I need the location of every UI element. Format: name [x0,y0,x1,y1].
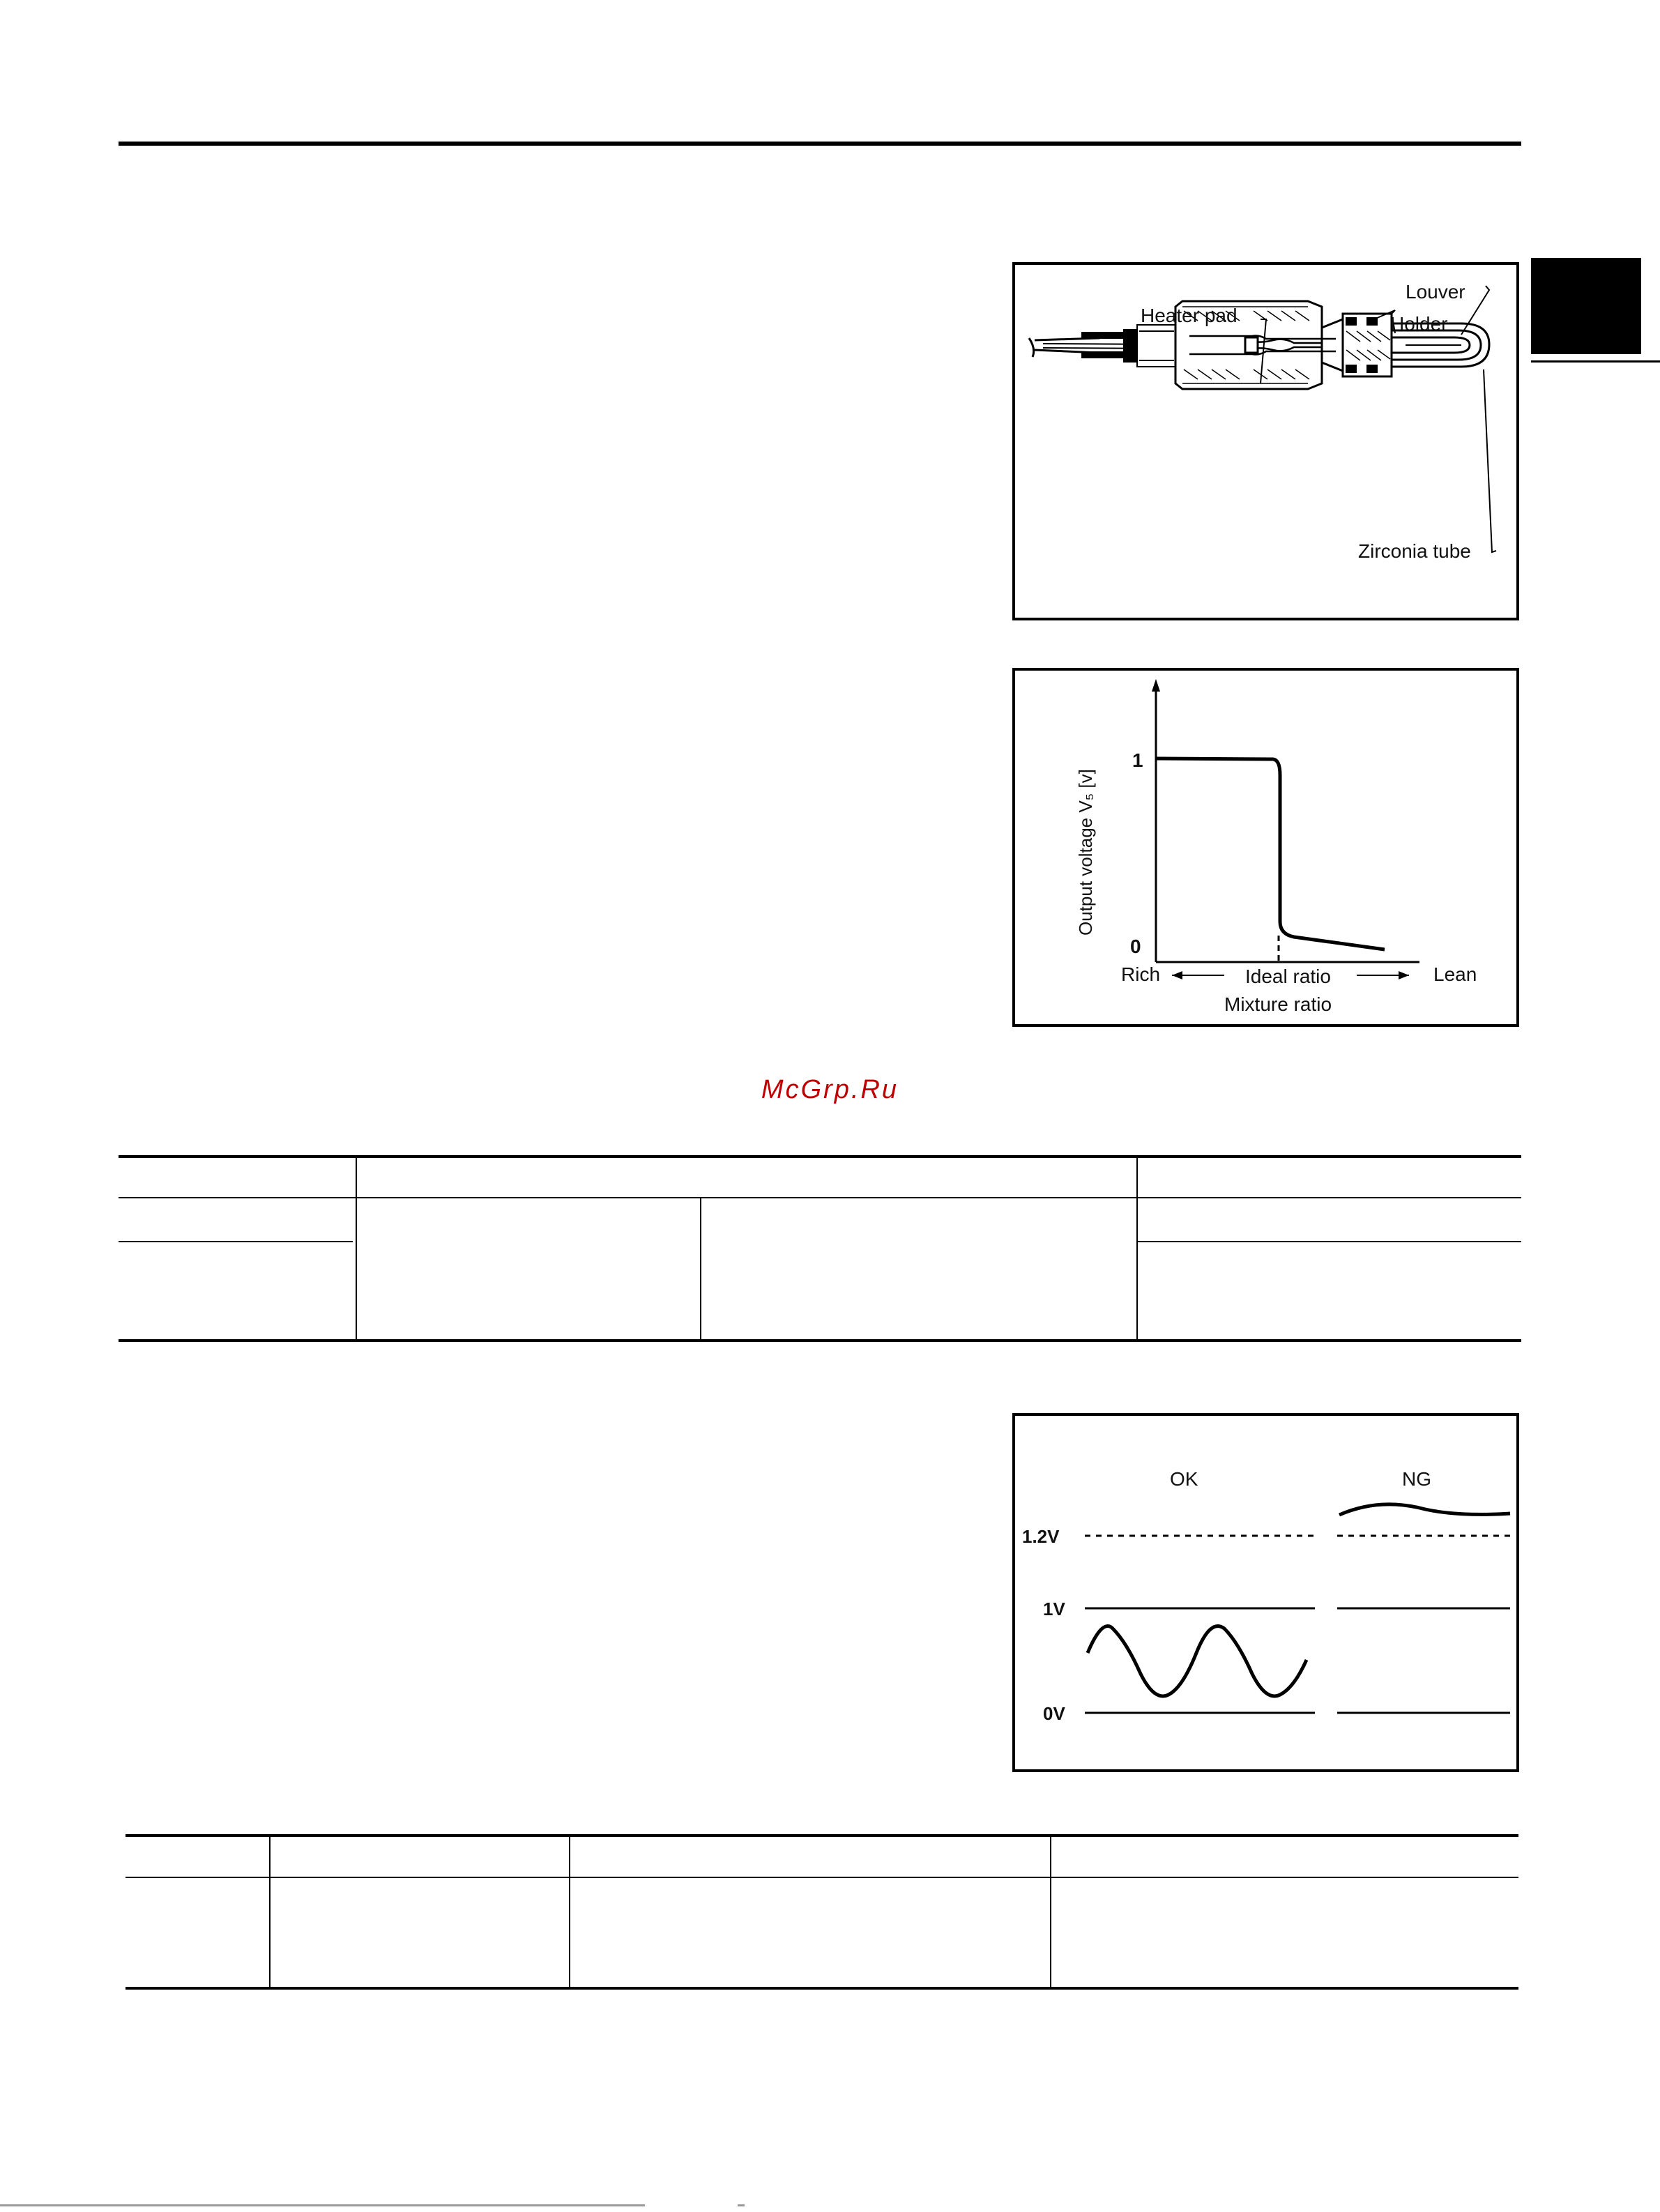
holder-label: Holder [1390,313,1448,335]
mixture-ratio-label: Mixture ratio [1224,993,1332,1015]
ng-waveform [1339,1504,1510,1515]
footer-rule [0,2204,645,2206]
zirconia-tube-label: Zirconia tube [1358,540,1471,562]
y-axis-arrow-icon [1152,679,1160,692]
heater-pad-label: Heater pad [1141,305,1238,326]
waveform-figure [1012,1413,1519,1772]
ok-label: OK [1170,1468,1198,1490]
sensor-drawing [1015,265,1516,618]
waveform-chart [1015,1416,1516,1769]
ng-label: NG [1402,1468,1431,1490]
y-axis-label: Output voltage V₅ [v] [1075,769,1096,936]
header-rule [119,142,1521,146]
section-tab [1531,258,1641,354]
lean-label: Lean [1433,963,1477,985]
footer-mark [738,2204,745,2206]
ok-waveform [1088,1626,1307,1696]
output-voltage-figure [1012,668,1519,1027]
output-curve [1156,758,1385,949]
level-1v: 1V [1043,1599,1065,1619]
tick-1: 1 [1132,749,1143,771]
tick-0: 0 [1130,936,1141,957]
output-voltage-chart [1015,671,1516,1024]
louver-label: Louver [1406,281,1465,303]
rich-arrow-icon [1172,971,1182,979]
rich-label: Rich [1121,963,1161,985]
section-tab-underline [1531,360,1660,363]
sensor-cross-section-figure [1012,262,1519,620]
level-0v: 0V [1043,1703,1065,1724]
watermark: McGrp.Ru [761,1075,899,1104]
level-1-2v: 1.2V [1022,1526,1060,1547]
ideal-ratio-label: Ideal ratio [1245,966,1331,987]
lean-arrow-icon [1399,971,1409,979]
